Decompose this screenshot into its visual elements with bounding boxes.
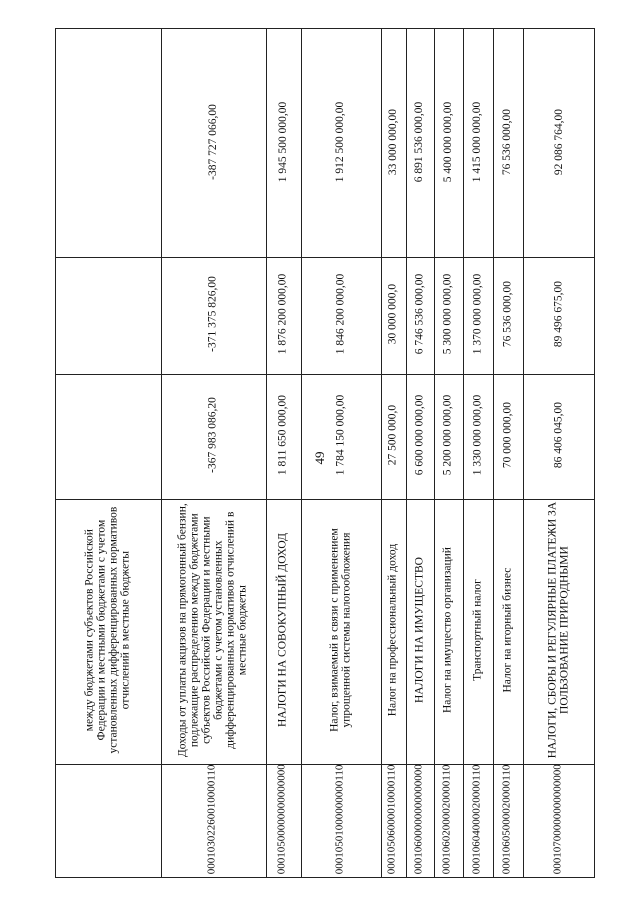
cell-name [265,498,300,763]
cell-code [160,763,265,878]
row-value: 33 000 000,00 [386,108,399,176]
cell-name [522,498,595,763]
cell-v3 [160,28,265,256]
row-value: 5 200 000 000,00 [441,395,454,476]
row-name: НАЛОГИ НА СОВОКУПНЫЙ ДОХОД [276,533,289,728]
cell-v1 [160,373,265,498]
cell-code [55,763,160,878]
cell-code [380,763,405,878]
cell-name [492,498,522,763]
cell-v1 [462,373,492,498]
cell-v2 [380,256,405,373]
cell-name [462,498,492,763]
cell-v1 [380,373,405,498]
cell-code [522,763,595,878]
row-name: Налог на игорный бизнес [500,568,513,693]
cell-name [433,498,462,763]
row-value: 27 500 000,0 [386,405,399,466]
cell-v1 [265,373,300,498]
row-value: 6 746 536 000,00 [412,274,425,355]
cell-v1 [55,373,160,498]
cell-v3 [55,28,160,256]
row-value: 5 400 000 000,00 [441,101,454,183]
cell-v3 [405,28,433,256]
cell-v2 [160,256,265,373]
cell-name [55,498,160,763]
cell-name [405,498,433,763]
cell-v2 [522,256,595,373]
row-code: 00010605000020000110 [500,764,513,874]
row-code: 00010506000010000110 [385,764,398,874]
cell-v2 [492,256,522,373]
row-name: Доходы от уплаты акцизов на прямогонный бензин, подлежащие распределению между бюджетами субъектов Российской Федерации и местными бюджетами с учетом установленных дифференцированных нормативов отчислений в местные бюджеты [176,503,249,758]
cell-name [300,498,380,763]
cell-code [433,763,462,878]
row-value: 6 600 000 000,00 [412,395,425,476]
cell-v2 [300,256,380,373]
cell-v1 [492,373,522,498]
row-value: 76 536 000,00 [500,108,513,176]
row-value: 70 000 000,00 [500,402,513,469]
row-code: 00010302260010000110 [205,764,218,874]
cell-v2 [265,256,300,373]
cell-code [265,763,300,878]
cell-v2 [433,256,462,373]
row-name: НАЛОГИ НА ИМУЩЕСТВО [412,557,425,704]
cell-code [405,763,433,878]
cell-name [380,498,405,763]
row-value: 1 415 000 000,00 [470,101,483,183]
cell-v1 [522,373,595,498]
row-name: НАЛОГИ, СБОРЫ И РЕГУЛЯРНЫЕ ПЛАТЕЖИ ЗА ПОЛЬЗОВАНИЕ ПРИРОДНЫМИ [546,502,571,759]
row-value: 76 536 000,00 [500,281,513,348]
row-name: Налог, взимаемый в связи с применением упрощенной системы налогообложения [327,528,352,733]
row-value: 86 406 045,00 [552,402,565,469]
row-name: между бюджетами субъектов Российской Федерации и местными бюджетами с учетом установленных дифференцированных нормативов отчислений в местные бюджеты [83,507,132,754]
row-value: -367 983 086,20 [206,397,219,474]
row-name: Налог на профессиональный доход [386,544,399,717]
cell-v3 [265,28,300,256]
cell-v3 [300,28,380,256]
row-value: 6 891 536 000,00 [412,101,425,183]
row-value: 1 330 000 000,00 [470,395,483,476]
row-code: 00010602000020000110 [440,764,453,874]
row-code: 00010500000000000000 [275,763,288,874]
page-number: 49 [312,451,327,465]
cell-v3 [433,28,462,256]
row-value: 1 876 200 000,00 [276,274,289,355]
row-value: 30 000 000,0 [386,284,399,345]
cell-code [492,763,522,878]
row-value: 5 300 000 000,00 [441,274,454,355]
row-code: 00010700000000000000 [551,763,564,874]
row-code: 00010600000000000000 [412,763,425,874]
row-value: -387 727 066,00 [206,104,219,180]
cell-v2 [462,256,492,373]
row-value: 1 370 000 000,00 [470,274,483,355]
row-value: 1 912 500 000,00 [333,101,346,183]
row-value: 1 811 650 000,00 [276,395,289,476]
row-value: 1 846 200 000,00 [333,274,346,355]
cell-v1 [300,373,380,498]
row-name: Транспортный налог [470,579,483,682]
row-value: 1 784 150 000,00 [333,395,346,476]
row-name: Налог на имущество организаций [441,547,454,714]
cell-v2 [405,256,433,373]
cell-v3 [492,28,522,256]
cell-v2 [55,256,160,373]
row-code: 00010604000020000110 [470,764,483,874]
cell-v3 [462,28,492,256]
row-value: 92 086 764,00 [552,108,565,176]
row-value: 1 945 500 000,00 [276,101,289,183]
cell-code [462,763,492,878]
row-value: 89 496 675,00 [552,281,565,348]
cell-v1 [405,373,433,498]
cell-v1 [433,373,462,498]
cell-code [300,763,380,878]
cell-name [160,498,265,763]
cell-v3 [380,28,405,256]
cell-v3 [522,28,595,256]
row-code: 00010501000000000110 [333,764,346,874]
row-value: -371 375 826,00 [206,276,219,353]
